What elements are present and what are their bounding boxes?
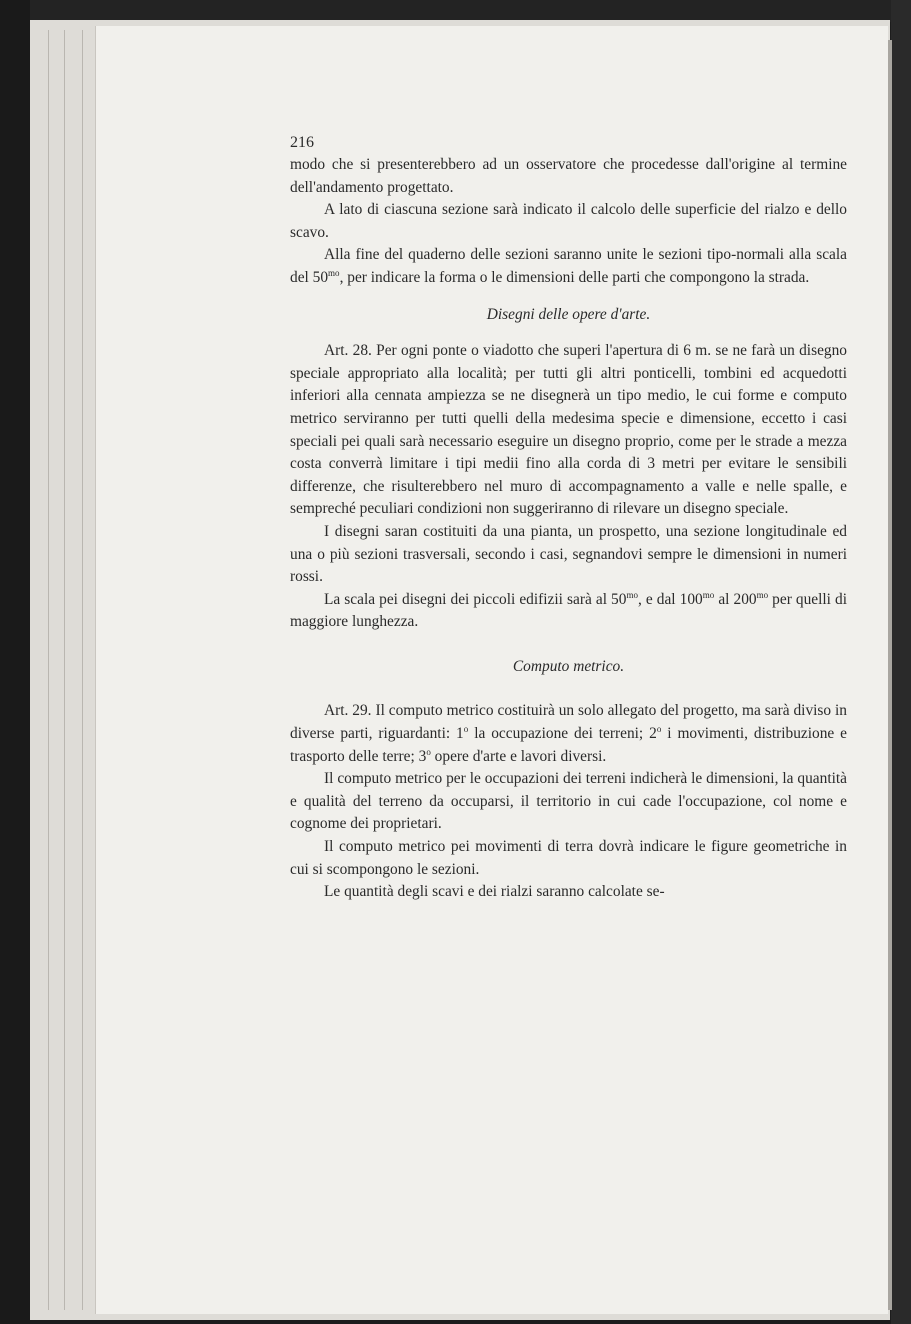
superscript: mo [702,589,715,600]
paragraph: A lato di ciascuna sezione sarà indicato il calcolo delle superficie del rialzo e dello scavo. [290,201,847,241]
scan-right-border [891,0,911,1324]
paragraph [290,700,847,768]
text-run: la occupazione dei terreni; 2 [468,725,657,743]
superscript: mo [756,589,769,600]
text-run: opere d'arte e lavori diversi. [430,747,607,765]
scan-top-border [0,0,911,22]
scan-left-border [0,0,30,1324]
text-run: al 200 [714,590,757,608]
text-run: , per indicare la forma o le dimensioni delle parti che compongono la strada. [339,268,810,286]
page-edge [64,30,65,1310]
text-run: i movimenti, distribuzione e trasporto delle terre; 3 [290,725,848,765]
paragraph [290,244,847,289]
page-number: 216 [290,134,314,151]
text-run: Art. 29. Il computo metrico costituirà un solo allegato del progetto, ma sarà diviso in diverse parti, riguardanti: 1 [290,702,847,743]
text-run: , e dal 100 [637,590,703,608]
text-run: La scala pei disegni dei piccoli edifizii sarà al 50 [324,590,627,608]
paragraph: modo che si presenterebbero ad un osservatore che procedesse dall'origine al termine dell'andamento progettato. [290,156,847,196]
paragraph [290,589,847,634]
section-heading: Computo metrico. [512,657,625,675]
text-run: Alla fine del quaderno delle sezioni saranno unite le sezioni tipo-normali alla scala del 50 [290,246,847,286]
paragraph: I disegni saran costituiti da una pianta, un prospetto, una sezione longitudinale ed una o più sezioni trasversali, secondo i casi, segnandovi sempre le dimensioni in numeri rossi. [290,522,847,586]
paragraph: Il computo metrico pei movimenti di terra dovrà indicare le figure geometriche in cui si scompongono le sezioni. [290,838,847,878]
section-heading: Disegni delle opere d'arte. [486,305,651,323]
superscript: o [656,723,662,734]
page-right-edge [888,40,892,1310]
paragraph: Il computo metrico per le occupazioni dei terreni indicherà le dimensioni, la quantità e qualità del terreno da occuparsi, il territorio in cui cade l'occupazione, col nome e cognome dei proprietari. [290,770,847,833]
text-run: per quelli di maggiore lunghezza. [290,590,847,631]
page-edge [48,30,49,1310]
page-text-block [290,132,847,904]
paragraph: Art. 28. Per ogni ponte o viadotto che superi l'apertura di 6 m. se ne farà un disegno speciale appropriato alla località; per tutti gli altri ponticelli, tombini ed acquedotti inferiori alla cennata ampiezza se ne disegnerà un tipo medio, le cui forme e computo metrico serviranno per tutti quelli della medesima specie e dimensione, eccetto i casi speciali pei quali sarà necessario eseguire un disegno proprio, come per le strade a mezza costa converrà limitare i tipi medii fino alla corda di 3 metri per evitare le sensibili differenze, che risulterebbero nel muro di accompagnamento a valle e nelle spalle, e sempreché peculiari condizioni non suggeriranno di rilevare un disegno speciale. [290,342,847,518]
superscript: mo [626,589,638,600]
superscript: o [426,746,431,757]
page-edge [82,30,83,1310]
superscript: o [463,723,469,734]
paragraph: Le quantità degli scavi e dei rialzi saranno calcolate se- [324,883,665,901]
superscript: mo [328,267,340,278]
